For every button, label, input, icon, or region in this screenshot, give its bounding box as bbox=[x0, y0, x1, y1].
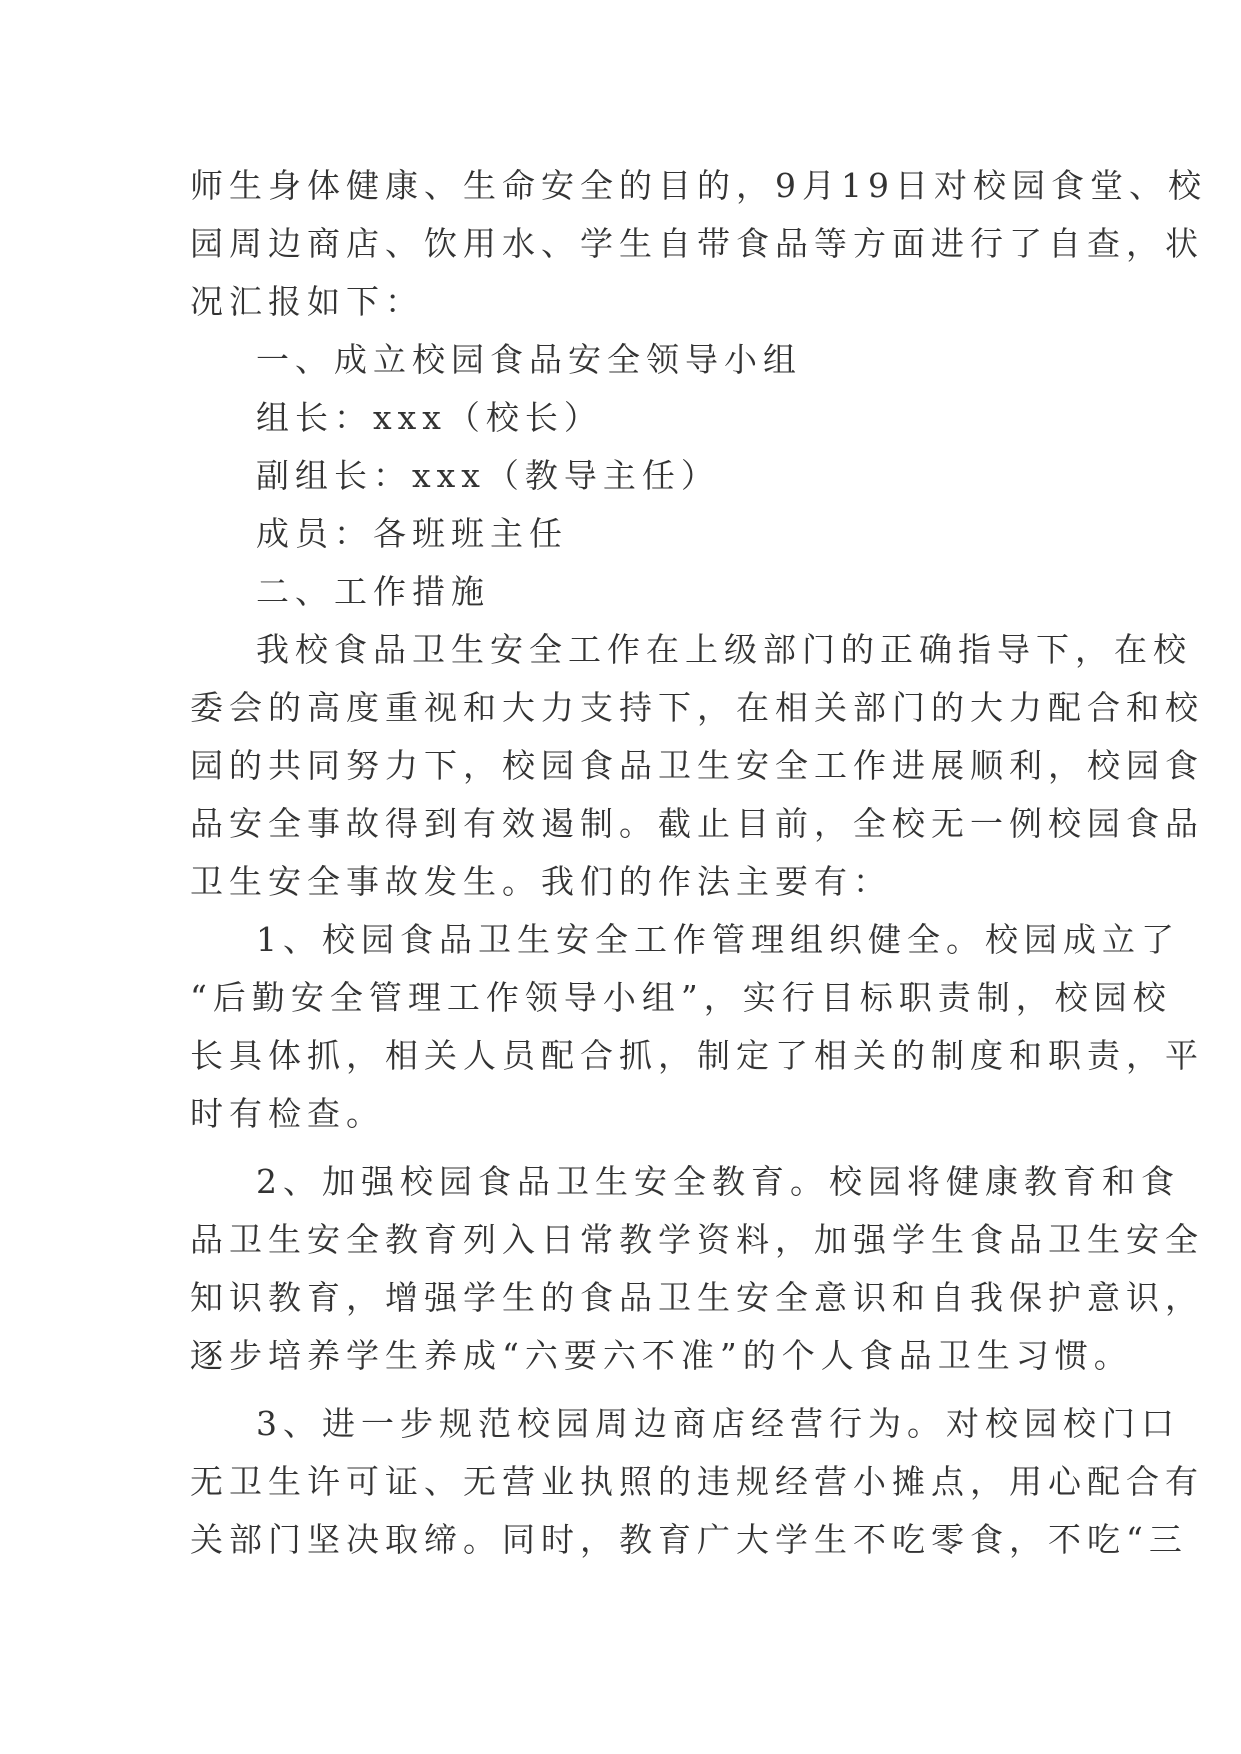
item1-line-4: 时有检查。 bbox=[190, 1094, 385, 1133]
item3-line-1: 3、进一步规范校园周边商店经营行为。对校园校门口 bbox=[256, 1404, 1180, 1443]
item3-line-3: 关部门坚决取缔。同时，教育广大学生不吃零食，不吃“三 bbox=[190, 1520, 1188, 1559]
item1-line-1: 1、校园食品卫生安全工作管理组织健全。校园成立了 bbox=[256, 920, 1180, 959]
main-para-line-5: 卫生安全事故发生。我们的作法主要有： bbox=[190, 862, 892, 901]
main-para-line-2: 委会的高度重视和大力支持下，在相关部门的大力配合和校 bbox=[190, 688, 1204, 727]
members-line: 成员：各班班主任 bbox=[256, 514, 568, 553]
deputy-leader-line: 副组长：xxx（教导主任） bbox=[256, 456, 720, 495]
intro-line-1: 师生身体健康、生命安全的目的，9月19日对校园食堂、校 bbox=[190, 166, 1207, 205]
item1-line-3: 长具体抓，相关人员配合抓，制定了相关的制度和职责，平 bbox=[190, 1036, 1204, 1075]
paragraph-gap bbox=[190, 1143, 1050, 1153]
item2-line-2: 品卫生安全教育列入日常教学资料，加强学生食品卫生安全 bbox=[190, 1220, 1204, 1259]
main-para-line-1: 我校食品卫生安全工作在上级部门的正确指导下，在校 bbox=[256, 630, 1192, 669]
item2-line-4: 逐步培养学生养成“六要六不准”的个人食品卫生习惯。 bbox=[190, 1336, 1133, 1375]
paragraph-gap bbox=[190, 1385, 1050, 1395]
leader-line: 组长：xxx（校长） bbox=[256, 398, 603, 437]
item2-line-1: 2、加强校园食品卫生安全教育。校园将健康教育和食 bbox=[256, 1162, 1180, 1201]
item1-line-2: “后勤安全管理工作领导小组”，实行目标职责制，校园校 bbox=[190, 978, 1172, 1017]
document-body bbox=[190, 157, 1207, 1569]
intro-line-2: 园周边商店、饮用水、学生自带食品等方面进行了自查，状 bbox=[190, 224, 1204, 263]
main-para-line-3: 园的共同努力下，校园食品卫生安全工作进展顺利，校园食 bbox=[190, 746, 1204, 785]
section2-heading: 二、工作措施 bbox=[256, 572, 490, 611]
main-para-line-4: 品安全事故得到有效遏制。截止目前，全校无一例校园食品 bbox=[190, 804, 1204, 843]
item3-line-2: 无卫生许可证、无营业执照的违规经营小摊点，用心配合有 bbox=[190, 1462, 1204, 1501]
section1-heading: 一、成立校园食品安全领导小组 bbox=[256, 340, 802, 379]
intro-line-3: 况汇报如下： bbox=[190, 282, 424, 321]
item2-line-3: 知识教育，增强学生的食品卫生安全意识和自我保护意识， bbox=[190, 1278, 1204, 1317]
